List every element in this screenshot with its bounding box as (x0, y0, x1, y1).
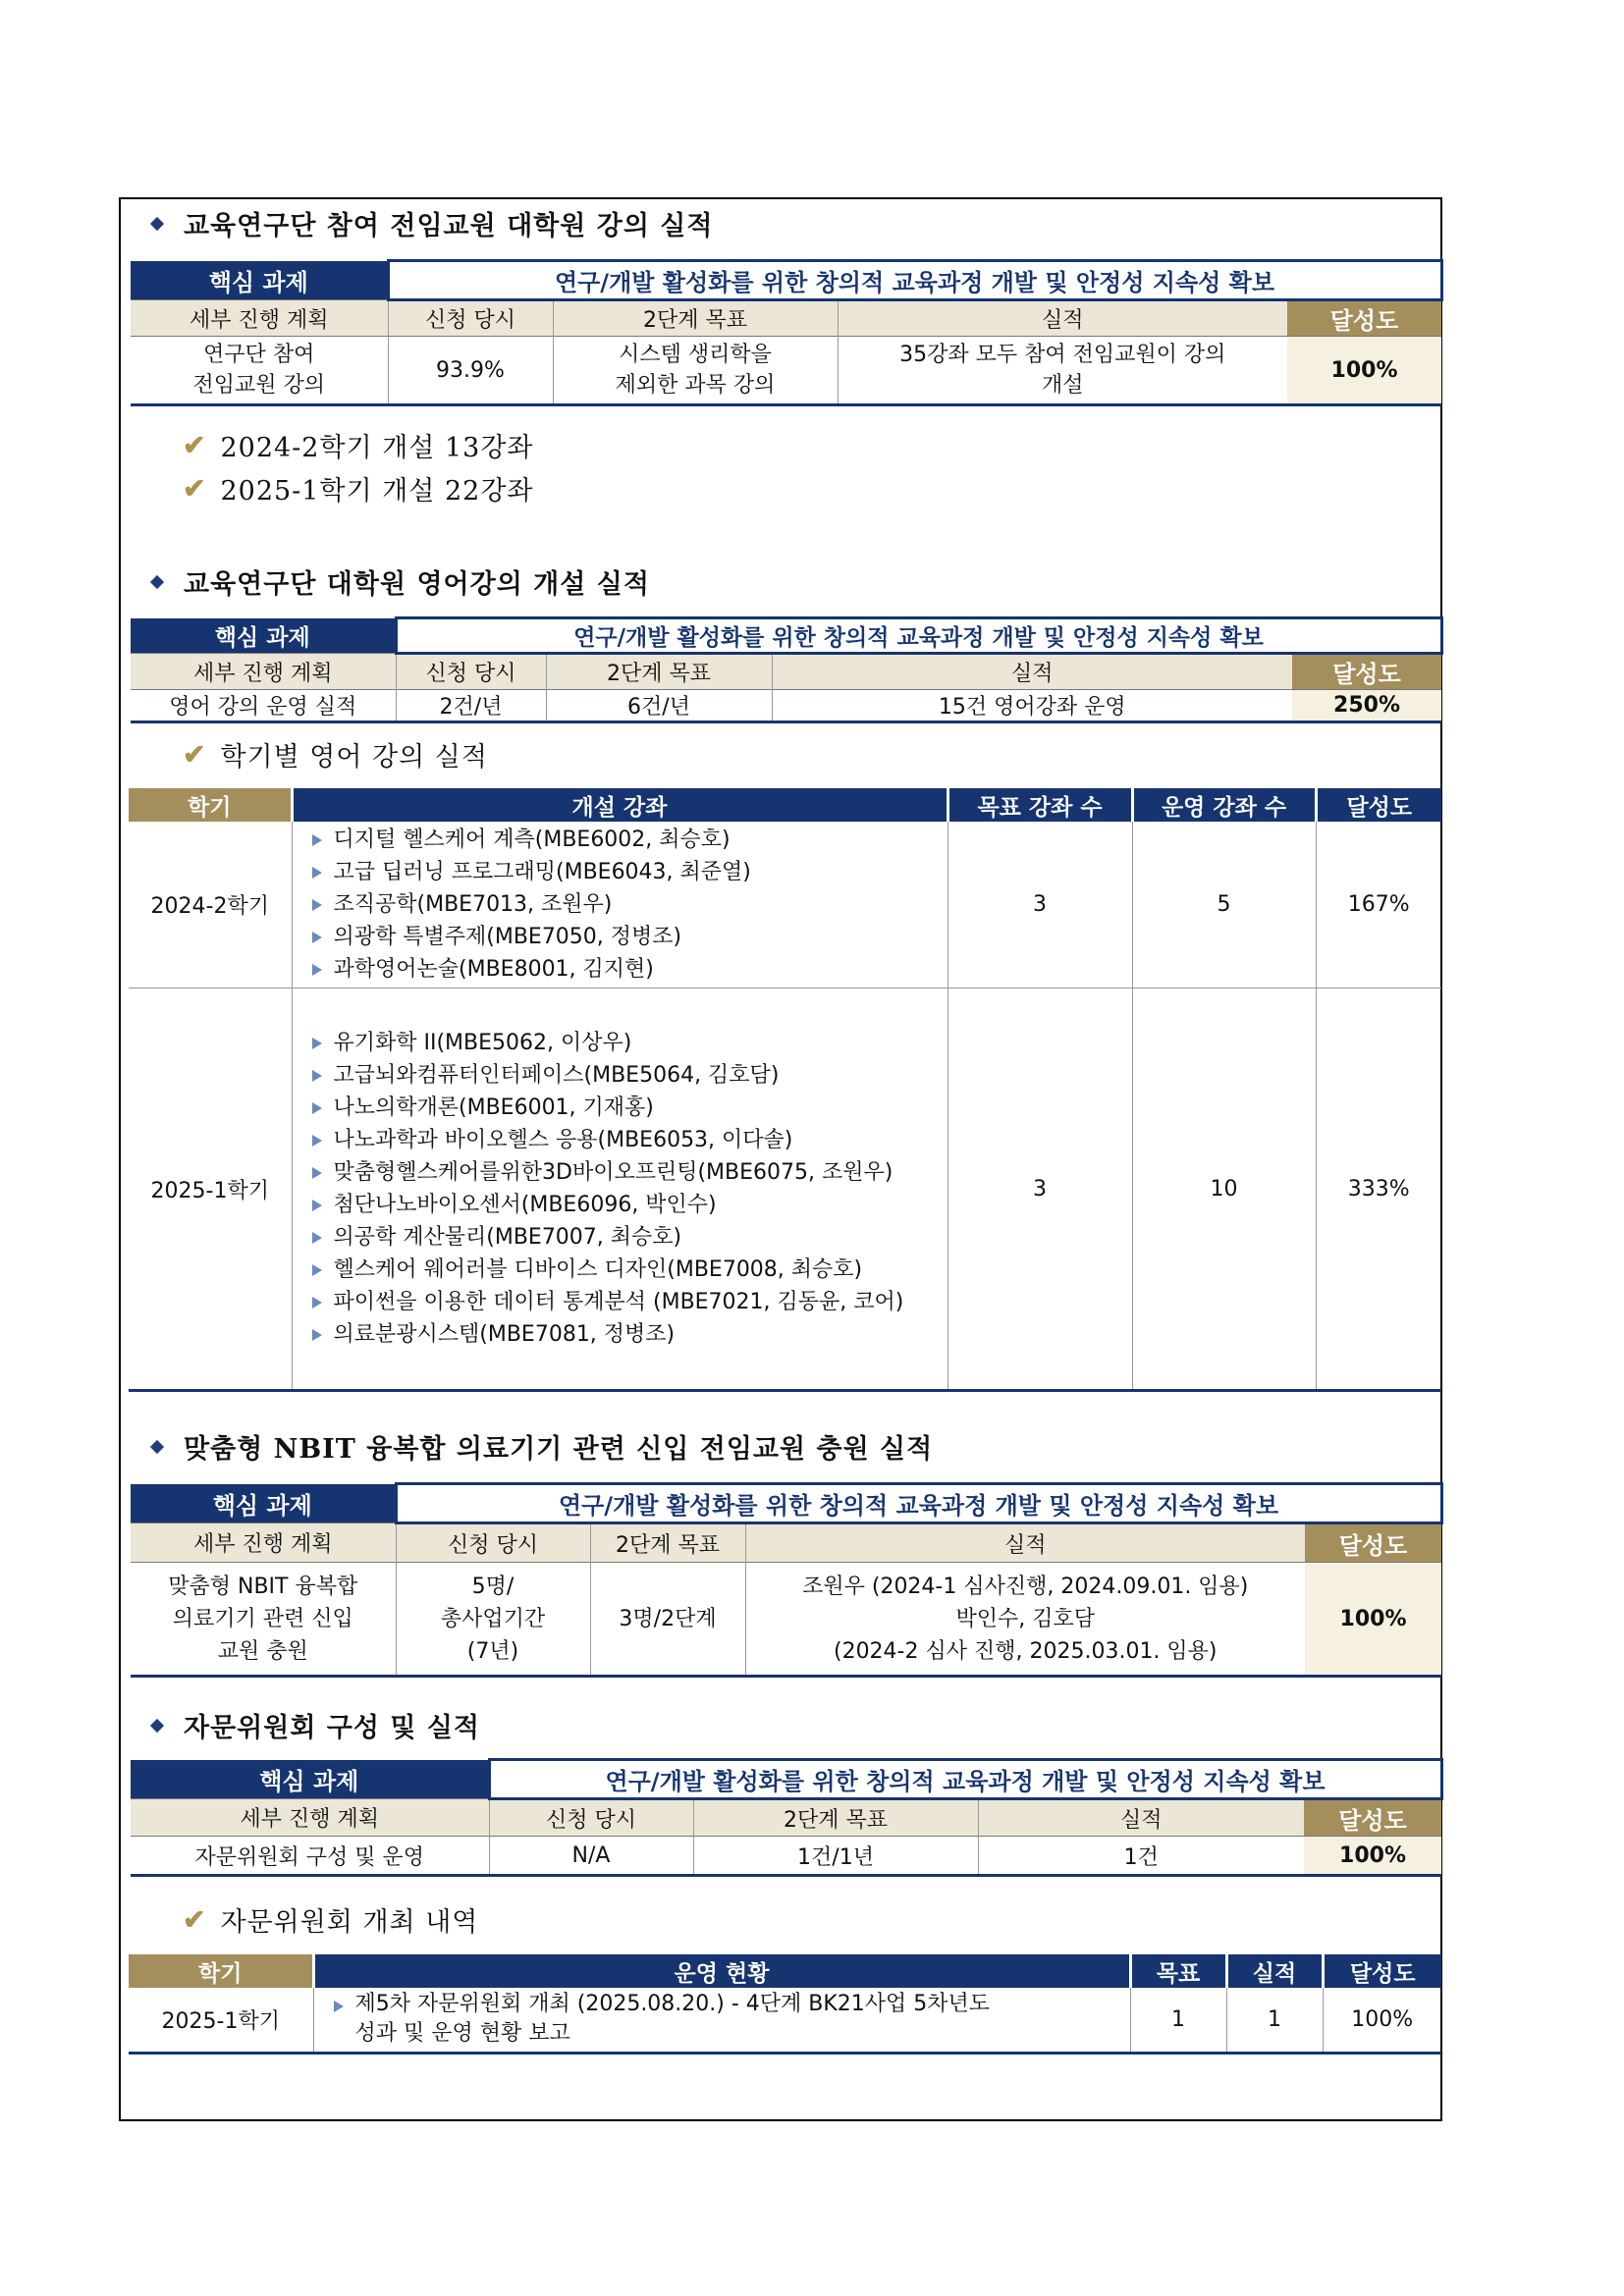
cell-achievement: 167% (1316, 822, 1441, 988)
cell-target: 1건/1년 (693, 1837, 978, 1876)
triangle-bullet-icon (312, 1038, 322, 1049)
cell-achievement: 100% (1323, 1988, 1441, 2053)
check-icon: ✔ (183, 472, 207, 505)
task-label: 핵심 과제 (131, 618, 396, 654)
header-applied: 신청 당시 (388, 300, 553, 337)
section4-title: 자문위원회 구성 및 실적 (152, 1706, 480, 1744)
triangle-bullet-icon (312, 932, 322, 943)
cell-plan: 맞춤형 NBIT 융복합 의료기기 관련 신입 교원 충원 (131, 1563, 396, 1677)
section1-table (131, 259, 1443, 406)
triangle-bullet-icon (312, 867, 322, 879)
header-semester: 학기 (129, 788, 292, 822)
cell-applied: 5명/ 총사업기간 (7년) (396, 1563, 590, 1677)
cell-semester: 2024-2학기 (129, 822, 292, 988)
list-item: 첨단나노바이오센서(MBE6096, 박인수) (300, 1189, 940, 1221)
header-applied: 신청 당시 (396, 1523, 590, 1563)
diamond-bullet-icon (150, 1439, 164, 1453)
header-target: 2단계 목표 (693, 1799, 978, 1837)
meeting-table (129, 1954, 1441, 2055)
triangle-bullet-icon (312, 1200, 322, 1211)
triangle-bullet-icon (312, 1070, 322, 1082)
diamond-bullet-icon (150, 216, 164, 230)
cell-semester: 2025-1학기 (129, 1988, 313, 2053)
list-item: 의료분광시스템(MBE7081, 정병조) (300, 1318, 940, 1351)
header-semester: 학기 (129, 1954, 313, 1988)
task-value: 연구/개발 활성화를 위한 창의적 교육과정 개발 및 안정성 지속성 확보 (489, 1760, 1441, 1799)
header-plan: 세부 진행 계획 (131, 300, 388, 337)
list-item: 파이썬을 이용한 데이터 통계분석 (MBE7021, 김동윤, 코어) (300, 1286, 940, 1318)
header-achievement: 달성도 (1323, 1954, 1441, 1988)
list-item: 디지털 헬스케어 계측(MBE6002, 최승호) (300, 824, 940, 856)
cell-target: 1 (1130, 1988, 1226, 2053)
cell-target: 6건/년 (546, 690, 772, 722)
header-target: 2단계 목표 (553, 300, 838, 337)
bullet-item: ✔ 2024-2학기 개설 13강좌 (183, 429, 534, 463)
task-value: 연구/개발 활성화를 위한 창의적 교육과정 개발 및 안정성 지속성 확보 (396, 1484, 1441, 1523)
list-item: 나노과학과 바이오헬스 응용(MBE6053, 이다솔) (300, 1124, 940, 1156)
section2-table (131, 616, 1443, 723)
cell-plan: 자문위원회 구성 및 운영 (131, 1837, 489, 1876)
triangle-bullet-icon (312, 1135, 322, 1147)
diamond-bullet-icon (150, 1718, 164, 1732)
check-icon: ✔ (183, 1903, 207, 1936)
header-plan: 세부 진행 계획 (131, 1799, 489, 1837)
cell-target: 3 (947, 822, 1132, 988)
header-result: 실적 (1226, 1954, 1323, 1988)
cell-achievement: 333% (1316, 988, 1441, 1391)
cell-operated: 10 (1132, 988, 1316, 1391)
diamond-bullet-icon (150, 574, 164, 588)
triangle-bullet-icon (312, 1297, 322, 1308)
triangle-bullet-icon (312, 1167, 322, 1179)
header-result: 실적 (772, 654, 1292, 690)
check-icon: ✔ (183, 429, 207, 461)
task-value: 연구/개발 활성화를 위한 창의적 교육과정 개발 및 안정성 지속성 확보 (396, 618, 1441, 654)
cell-courses (292, 988, 947, 1391)
cell-target: 3 (947, 988, 1132, 1391)
list-item: 고급뇌와컴퓨터인터페이스(MBE5064, 김호담) (300, 1059, 940, 1092)
section1-title: 교육연구단 참여 전임교원 대학원 강의 실적 (152, 204, 713, 242)
list-item: 맞춤형헬스케어를위한3D바이오프린팅(MBE6075, 조원우) (300, 1156, 940, 1189)
task-label: 핵심 과제 (131, 1484, 396, 1523)
cell-semester: 2025-1학기 (129, 988, 292, 1391)
header-result: 실적 (745, 1523, 1305, 1563)
section2-title: 교육연구단 대학원 영어강의 개설 실적 (152, 562, 650, 601)
triangle-bullet-icon (312, 834, 322, 846)
cell-plan: 영어 강의 운영 실적 (131, 690, 396, 722)
header-achievement: 달성도 (1316, 788, 1441, 822)
cell-plan: 연구단 참여 전임교원 강의 (131, 337, 388, 405)
triangle-bullet-icon (312, 1102, 322, 1114)
triangle-bullet-icon (312, 964, 322, 976)
cell-achievement: 100% (1304, 1837, 1441, 1876)
header-operated-count: 운영 강좌 수 (1132, 788, 1316, 822)
header-applied: 신청 당시 (489, 1799, 693, 1837)
header-courses: 개설 강좌 (292, 788, 947, 822)
list-item: 과학영어논술(MBE8001, 김지현) (300, 953, 940, 986)
cell-applied: N/A (489, 1837, 693, 1876)
cell-courses (292, 822, 947, 988)
cell-result: 15건 영어강좌 운영 (772, 690, 1292, 722)
cell-detail: 제5차 자문위원회 개최 (2025.08.20.) - 4단계 BK21사업 5차년도 성과 및 운영 현황 보고 (313, 1988, 1130, 2053)
triangle-bullet-icon (312, 1264, 322, 1276)
header-applied: 신청 당시 (396, 654, 546, 690)
header-result: 실적 (838, 300, 1287, 337)
section4-table (131, 1758, 1443, 1877)
cell-result: 조원우 (2024-1 심사진행, 2024.09.01. 임용) 박인수, 김호담 (2024-2 심사 진행, 2025.03.01. 임용) (745, 1563, 1305, 1677)
triangle-bullet-icon (312, 899, 322, 911)
header-target-count: 목표 강좌 수 (947, 788, 1132, 822)
table-row (129, 988, 1441, 1391)
list-item: 유기화학 II(MBE5062, 이상우) (300, 1027, 940, 1059)
list-item: 조직공학(MBE7013, 조원우) (300, 888, 940, 921)
header-target: 2단계 목표 (546, 654, 772, 690)
list-item: 헬스케어 웨어러블 디바이스 디자인(MBE7008, 최승호) (300, 1254, 940, 1286)
cell-applied: 2건/년 (396, 690, 546, 722)
triangle-bullet-icon (312, 1232, 322, 1244)
cell-achievement: 250% (1292, 690, 1441, 722)
list-item: 의광학 특별주제(MBE7050, 정병조) (300, 921, 940, 953)
header-achievement: 달성도 (1304, 1799, 1441, 1837)
header-plan: 세부 진행 계획 (131, 1523, 396, 1563)
task-label: 핵심 과제 (131, 1760, 489, 1799)
cell-result: 1 (1226, 1988, 1323, 2053)
section4-sub-title: ✔ 자문위원회 개최 내역 (183, 1903, 479, 1938)
task-value: 연구/개발 활성화를 위한 창의적 교육과정 개발 및 안정성 지속성 확보 (388, 261, 1441, 300)
section3-title: 맞춤형 NBIT 융복합 의료기기 관련 신입 전임교원 충원 실적 (152, 1427, 933, 1466)
list-item: 나노의학개론(MBE6001, 기재홍) (300, 1092, 940, 1124)
header-detail: 운영 현황 (313, 1954, 1130, 1988)
header-plan: 세부 진행 계획 (131, 654, 396, 690)
cell-achievement: 100% (1305, 1563, 1441, 1677)
bullet-item: ✔ 2025-1학기 개설 22강좌 (183, 472, 534, 507)
cell-operated: 5 (1132, 822, 1316, 988)
header-achievement: 달성도 (1292, 654, 1441, 690)
table-row (129, 822, 1441, 988)
triangle-bullet-icon (312, 1329, 322, 1341)
section2-sub-title: ✔ 학기별 영어 강의 실적 (183, 738, 488, 773)
triangle-bullet-icon (334, 2001, 344, 2012)
cell-target: 시스템 생리학을 제외한 과목 강의 (553, 337, 838, 405)
cell-achievement: 100% (1287, 337, 1441, 405)
cell-applied: 93.9% (388, 337, 553, 405)
header-result: 실적 (978, 1799, 1304, 1837)
check-icon: ✔ (183, 738, 207, 771)
header-target: 2단계 목표 (590, 1523, 745, 1563)
list-item: 의공학 계산물리(MBE7007, 최승호) (300, 1221, 940, 1254)
cell-target: 3명/2단계 (590, 1563, 745, 1677)
table-row (129, 1988, 1441, 2053)
cell-result: 35강좌 모두 참여 전임교원이 강의 개설 (838, 337, 1287, 405)
header-achievement: 달성도 (1305, 1523, 1441, 1563)
header-target: 목표 (1130, 1954, 1226, 1988)
cell-result: 1건 (978, 1837, 1304, 1876)
list-item: 고급 딥러닝 프로그래밍(MBE6043, 최준열) (300, 856, 940, 888)
semester-table (129, 788, 1441, 1392)
task-label: 핵심 과제 (131, 261, 388, 300)
section3-table (131, 1482, 1443, 1678)
header-achievement: 달성도 (1287, 300, 1441, 337)
